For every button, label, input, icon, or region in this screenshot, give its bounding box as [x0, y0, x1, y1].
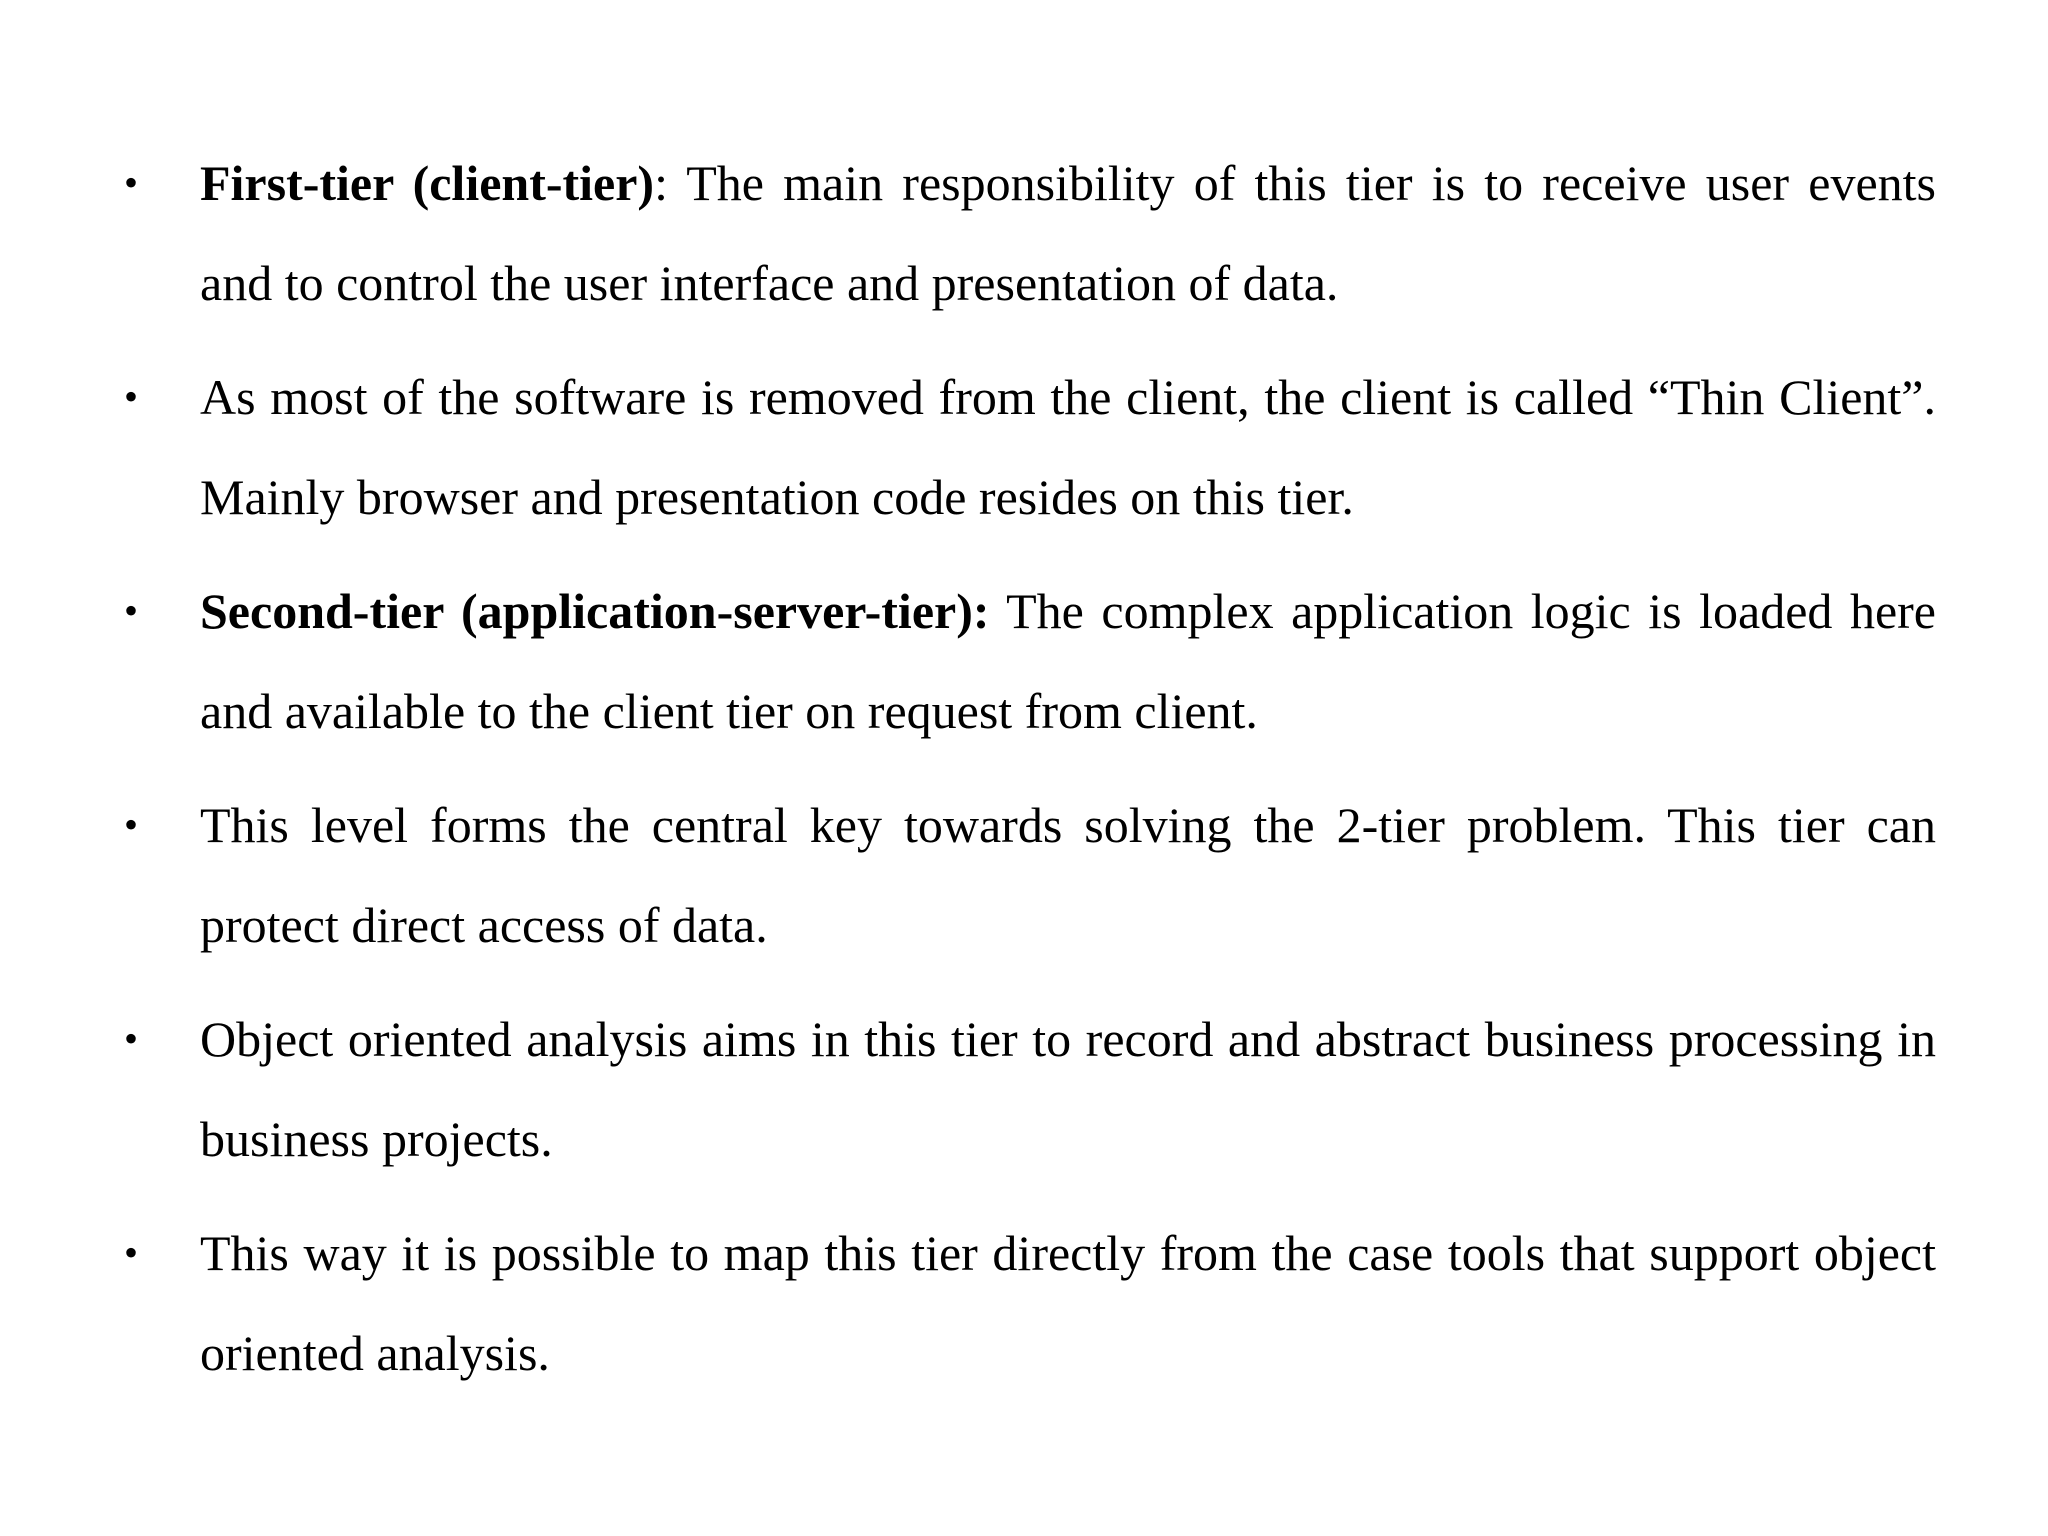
- bullet-item-first-tier: [0, 133, 2048, 347]
- bullet-item-case-tools: [0, 1203, 2048, 1417]
- bullet-text: [200, 775, 1936, 975]
- bullet-bold-term: First-tier (client-tier): [200, 155, 655, 211]
- bullet-dot-icon: •: [124, 374, 139, 419]
- bullet-item-second-tier: [0, 561, 2048, 775]
- bullet-body: Object oriented analysis aims in this tier to record and abstract business processing in business projects.: [200, 1011, 1936, 1167]
- bullet-dot-icon: •: [124, 160, 139, 205]
- bullet-item-object-oriented-analysis: [0, 989, 2048, 1203]
- bullet-body: As most of the software is removed from the client, the client is called “Thin Client”. Mainly browser and presentation code resides on this tier.: [200, 369, 1936, 525]
- bullet-text: [200, 347, 1936, 547]
- bullet-item-thin-client: [0, 347, 2048, 561]
- bullet-dot-icon: •: [124, 588, 139, 633]
- bullet-dot-icon: •: [124, 1016, 139, 1061]
- bullet-bold-term: Second-tier (application-server-tier):: [200, 583, 990, 639]
- bullet-body: The complex application logic is loaded here and available to the client tier on request from client.: [200, 583, 1936, 739]
- bullet-dot-icon: •: [124, 1230, 139, 1275]
- bullet-dot-icon: •: [124, 802, 139, 847]
- bullet-body: : The main responsibility of this tier is to receive user events and to control the user interface and presentation of data.: [200, 155, 1936, 311]
- bullet-body: This way it is possible to map this tier directly from the case tools that support object oriented analysis.: [200, 1225, 1936, 1381]
- bullet-text: [200, 989, 1936, 1189]
- bullet-text: [200, 561, 1936, 761]
- bullet-text: [200, 1203, 1936, 1403]
- bullet-body: This level forms the central key towards solving the 2-tier problem. This tier can protect direct access of data.: [200, 797, 1936, 953]
- bullet-item-central-key: [0, 775, 2048, 989]
- bullet-text: [200, 133, 1936, 333]
